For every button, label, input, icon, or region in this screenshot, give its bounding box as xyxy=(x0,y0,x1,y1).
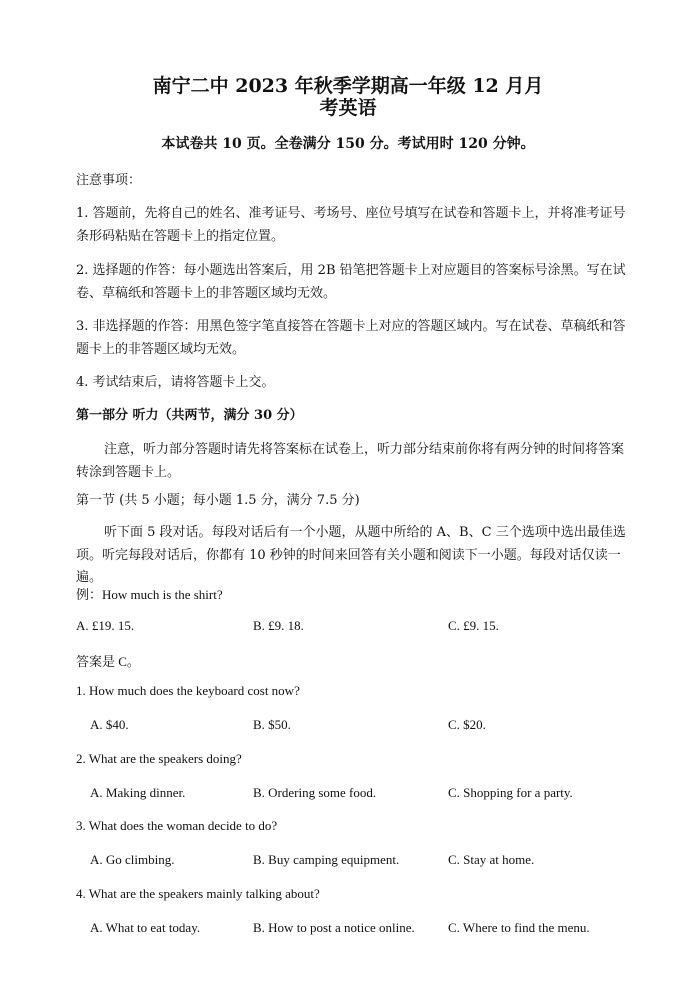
example-option-b: B. £9. 18. xyxy=(253,618,304,633)
notice-item: 4. 考试结束后，请将答题卡上交。 xyxy=(76,375,275,390)
question-3-option-c: C. Stay at home. xyxy=(448,852,535,867)
listening-note: 注意，听力部分答题时请先将答案标在试卷上，听力部分结束前你将有两分钟的时间将答案转涂到答题卡上。 xyxy=(76,442,625,480)
page-title-line2: 考英语 xyxy=(319,97,377,119)
question-1-option-c: C. $20. xyxy=(448,717,486,732)
question-2-option-a: A. Making dinner. xyxy=(90,785,186,800)
question-4-option-c: C. Where to find the menu. xyxy=(448,920,590,935)
question-1-option-b: B. $50. xyxy=(253,717,291,732)
notice-heading: 注意事项： xyxy=(76,173,142,188)
question-2-option-b: B. Ordering some food. xyxy=(253,785,377,800)
question-2-option-c: C. Shopping for a party. xyxy=(448,785,573,800)
question-1: 1. How much does the keyboard cost now? xyxy=(76,683,300,698)
exam-info: 本试卷共 10 页。全卷满分 150 分。考试用时 120 分钟。 xyxy=(161,136,535,152)
question-4: 4. What are the speakers mainly talking about? xyxy=(76,886,320,901)
notice-item: 3. 非选择题的作答：用黑色签字笔直接答在答题卡上对应的答题区域内。写在试卷、草稿纸和答题卡上的非答题区域均无效。 xyxy=(76,319,626,357)
page-title: 南宁二中 2023 年秋季学期高一年级 12 月月 xyxy=(152,75,544,97)
question-3: 3. What does the woman decide to do? xyxy=(76,818,278,833)
question-4-option-b: B. How to post a notice online. xyxy=(253,920,415,935)
section-instructions: 听下面 5 段对话。每段对话后有一个小题，从题中所给的 A、B、C 三个选项中选出最佳选项。听完每段对话后，你都有 10 秒钟的时间来回答有关小题和阅读下一小题。每段对话仅读一遍。 xyxy=(76,525,626,585)
question-4-option-a: A. What to eat today. xyxy=(90,920,201,935)
example-answer: 答案是 C。 xyxy=(76,654,140,669)
part-heading: 第一部分 听力（共两节，满分 30 分） xyxy=(76,408,303,423)
question-3-option-b: B. Buy camping equipment. xyxy=(253,852,400,867)
question-3-option-a: A. Go climbing. xyxy=(90,852,175,867)
question-2: 2. What are the speakers doing? xyxy=(76,751,242,766)
example-question: 例：How much is the shirt? xyxy=(76,587,223,602)
notice-item: 2. 选择题的作答：每小题选出答案后，用 2B 铅笔把答题卡上对应题目的答案标号涂黑。写在试卷、草稿纸和答题卡上的非答题区域均无效。 xyxy=(76,263,626,301)
question-1-option-a: A. $40. xyxy=(90,717,129,732)
example-option-c: C. £9. 15. xyxy=(448,618,499,633)
notice-item: 1. 答题前，先将自己的姓名、准考证号、考场号、座位号填写在试卷和答题卡上，并将准考证号条形码粘贴在答题卡上的指定位置。 xyxy=(76,206,626,244)
example-option-a: A. £19. 15. xyxy=(76,618,135,633)
section-heading: 第一节 (共 5 小题；每小题 1.5 分，满分 7.5 分) xyxy=(76,493,360,508)
